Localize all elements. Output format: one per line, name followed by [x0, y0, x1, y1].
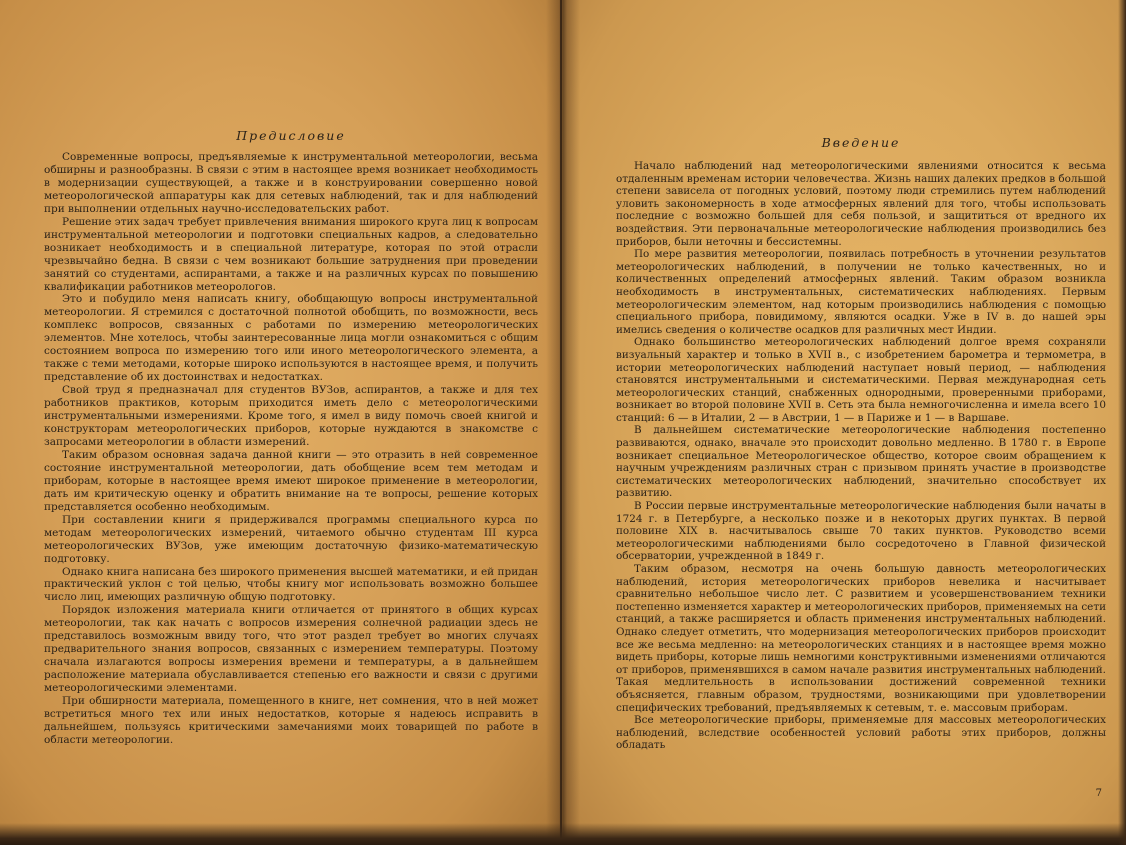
introduction-heading: Введение [821, 135, 901, 150]
preface-paragraph: Порядок изложения материала книги отличается от принятого в общих курсах метеорологии, так как начать с вопросов измерения солнечной радиации здесь не представилось возможным ввиду того, что этот раздел требует во многих случаях предварительного знания вопросов, связанных с измерением температуры. Поэтому сначала излагаются вопросы измерения времени и температуры, а в дальнейшем расположение материала обуславливается степенью его важности и связи с другими метеорологическими элементами. [44, 604, 538, 695]
preface-paragraph: Свой труд я предназначал для студентов ВУЗов, аспирантов, а также и для тех работников практиков, которым приходится иметь дело с метеорологическими инструментальными измерениями. Кроме того, я имел в виду помочь своей книгой и конструкторам метеорологических приборов, которые нуждаются в знакомстве с запросами метеорологии в области измерений. [44, 384, 538, 448]
introduction-paragraph: Однако большинство метеорологических наблюдений долгое время сохраняли визуальный характер и только в XVII в., с изобретением барометра и термометра, в истории метеорологических наблюдений наступает новый период, — наблюдения становятся инструментальными и систематическими. Первая международная сеть метеорологических станций, снабженных однородными, проверенными приборами, возникает во второй половине XVII в. Сеть эта была немногочисленна и имела всего 10 станций: 6 — в Италии, 2 — в Австрии, 1 — в Париже и 1 — в Варшаве. [616, 336, 1106, 424]
introduction-paragraph: Таким образом, несмотря на очень большую давность метеорологических наблюдений, история метеорологических приборов невелика и насчитывает сравнительно небольшое число лет. С развитием и усовершенствованием техники постепенно изменяется характер и метеорологических приборов, применяемых на сети станций, а также расширяется и область применения инструментальных наблюдений. Однако следует отметить, что модернизация метеорологических приборов происходит все же весьма медленно: на метеорологических станциях и в настоящее время можно видеть приборы, которые лишь немногими конструктивными изменениями отличаются от приборов, применявшихся в самом начале развития инструментальных наблюдений. Такая медлительность в использовании достижений современной техники объясняется, главным образом, трудностями, возникающими при удовлетворении специфических требований, предъявляемых к сетевым, т. е. массовым приборам. [616, 563, 1106, 714]
introduction-paragraph: В России первые инструментальные метеорологические наблюдения были начаты в 1724 г. в Петербурге, а несколько позже и в некоторых других пунктах. В первой половине XIX в. насчитывалось свыше 70 таких пунктов. Руководство всеми метеорологическими наблюдениями было сосредоточено в Главной физической обсерватории, учрежденной в 1849 г. [616, 500, 1106, 563]
preface-paragraph: Это и побудило меня написать книгу, обобщающую вопросы инструментальной метеорологии. Я стремился с достаточной полнотой обобщить, по возможности, весь комплекс вопросов, связанных с работами по измерению метеорологических элементов. Мне хотелось, чтобы заинтересованные лица могли ознакомиться с общим состоянием вопроса по измерению того или иного метеорологического элемента, а также с теми методами, которые широко используются в настоящее время, и получить представление об их достоинствах и недостатках. [44, 293, 538, 384]
preface-paragraph: При составлении книги я придерживался программы специального курса по методам метеорологических измерений, читаемого обычно студентам III курса метеорологических ВУЗов, уже имеющим достаточную физико-математическую подготовку. [44, 513, 538, 565]
right-page [562, 0, 1126, 845]
preface-heading: Предисловие [236, 128, 346, 143]
page-number: 7 [1095, 788, 1102, 799]
introduction-paragraph: По мере развития метеорологии, появилась потребность в уточнении результатов метеорологических наблюдений, в получении не только качественных, но и количественных определений атмосферных явлений. Таким образом возникла необходимость в инструментальных, систематических наблюдениях. Первым метеорологическим элементом, над которым производились наблюдения с помощью специального прибора, повидимому, являются осадки. Уже в IV в. до нашей эры имелись сведения о количестве осадков для различных мест Индии. [616, 248, 1106, 336]
preface-paragraph: Решение этих задач требует привлечения внимания широкого круга лиц к вопросам инструментальной метеорологии и подготовки специальных кадров, а следовательно возникает необходимость и в специальной литературе, которая по этой отрасли чрезвычайно бедна. В связи с чем возникают большие затруднения при проведении занятий со студентами, аспирантами, а также и на различных курсах по повышению квалификации работников метеорологов. [44, 215, 538, 293]
preface-paragraph: Таким образом основная задача данной книги — это отразить в ней современное состояние инструментальной метеорологии, дать обобщение всем тем методам и приборам, которые в настоящее время имеют широкое применение в метеорологии, дать им критическую оценку и обратить внимание на те вопросы, решение которых представляется особенно необходимым. [44, 448, 538, 513]
preface-paragraph: При обширности материала, помещенного в книге, нет сомнения, что в ней может встретиться много тех или иных недостатков, которые я надеюсь исправить в дальнейшем, пользуясь критическими замечаниями моих товарищей по работе в области метеорологии. [44, 695, 538, 746]
introduction-paragraph: Начало наблюдений над метеорологическими явлениями относится к весьма отдаленным временам истории человечества. Жизнь наших далеких предков в большой степени зависела от погодных условий, поэтому люди стремились путем наблюдений уловить закономерность в ходе атмосферных явлений для того, чтобы использовать последние с возможно большей для себя пользой, и защититься от вредного их воздействия. Эти первоначальные метеорологические наблюдения производились без приборов, были неточны и бессистемны. [616, 160, 1106, 248]
left-page [0, 0, 560, 845]
preface-paragraph: Однако книга написана без широкого применения высшей математики, и ей придан практический уклон с той целью, чтобы книгу мог использовать возможно большее число лиц, имеющих различную общую подготовку. [44, 565, 538, 604]
preface-body [44, 151, 538, 747]
introduction-paragraph: В дальнейшем систематические метеорологические наблюдения постепенно развиваются, однако, вначале это происходит довольно медленно. В 1780 г. в Европе возникает специальное Метеорологическое общество, которое своим обращением к научным учреждениям различных стран с призывом принять участие в производстве систематических метеорологических наблюдений, значительно способствует их развитию. [616, 424, 1106, 500]
introduction-paragraph: Все метеорологические приборы, применяемые для массовых метеорологических наблюдений, вследствие особенностей условий работы этих приборов, должны обладать [616, 714, 1106, 752]
preface-paragraph: Современные вопросы, предъявляемые к инструментальной метеорологии, весьма обширны и разнообразны. В связи с этим в настоящее время возникает необходимость в модернизации существующей, а также и в конструировании совершенно новой метеорологической аппаратуры как для сетевых наблюдений, так и для наблюдений при выполнении отдельных научно-исследовательских работ. [44, 151, 538, 215]
introduction-body [616, 160, 1106, 752]
